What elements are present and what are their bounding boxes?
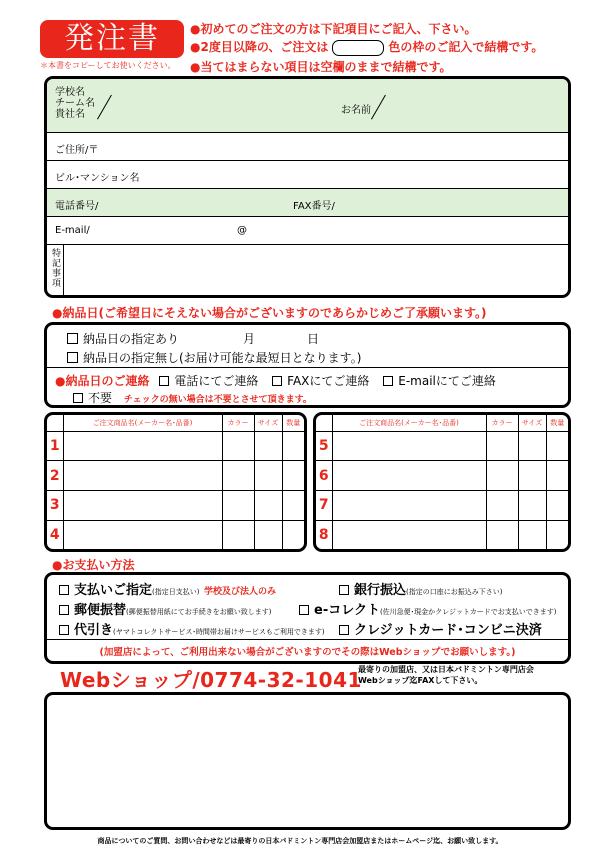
payment-ecollect-checkbox[interactable]	[299, 605, 309, 615]
payment-divider	[47, 639, 568, 640]
webshop-phone: Webショップ/0774-32-1041	[60, 668, 362, 692]
contact-phone-option[interactable]: 電話にてご連絡	[159, 374, 258, 388]
color-header: カラー	[486, 415, 518, 431]
instruction-3: ●当てはまらない項目は空欄のままで結構です。	[190, 60, 452, 74]
slash-divider	[97, 95, 112, 120]
table-row[interactable]: 4	[47, 520, 304, 549]
delivery-specified-option[interactable]: 納品日の指定あり 月 日	[67, 330, 179, 347]
contact-phone-checkbox[interactable]	[159, 376, 169, 386]
remarks-divider	[63, 245, 64, 295]
size-header: サイズ	[254, 415, 282, 431]
table-row[interactable]: 7	[316, 490, 568, 520]
delivery-unspecified-option[interactable]: 納品日の指定無し(お届け可能な最短日となります。)	[67, 349, 361, 366]
address-row[interactable]: ご住所/〒	[47, 133, 568, 161]
payment-designated-checkbox[interactable]	[59, 585, 69, 595]
table-row[interactable]: 1	[47, 431, 304, 461]
table-row[interactable]: 8	[316, 520, 568, 549]
webshop-note: 最寄りの加盟店、又は日本バドミントン専門店会 Webショップ迄FAXして下さい。	[358, 665, 534, 685]
payment-designated-option[interactable]: 支払いご指定(指定日支払い) 学校及び法人のみ	[59, 579, 276, 598]
payment-bank-option[interactable]: 銀行振込(指定の口座にお振込み下さい)	[339, 579, 502, 598]
day-label: 日	[307, 332, 320, 346]
customer-info-box	[44, 76, 571, 298]
payment-bank-checkbox[interactable]	[339, 585, 349, 595]
school-name-label: 学校名 チーム名 貴社名	[55, 87, 95, 120]
payment-box	[44, 572, 571, 664]
instruction-1: ●初めてのご注文の方は下記項目にご記入、下さい。	[190, 22, 477, 36]
table-row[interactable]: 6	[316, 461, 568, 491]
delivery-divider	[47, 367, 568, 368]
payment-postal-option[interactable]: 郵便振替(郵便振替用紙にてお手続きをお願い致します)	[59, 599, 271, 618]
payment-notice: (加盟店によって、ご利用出来ない場合がございますのでその際はWebショップでお願いします。)	[99, 647, 516, 658]
payment-cod-option[interactable]: 代引き(ヤマトコレクトサービス･時間帯お届けサービスもご利用できます)	[59, 619, 325, 638]
frame-sample-pill	[332, 40, 384, 56]
month-label: 月	[243, 332, 256, 346]
size-header: サイズ	[518, 415, 546, 431]
product-table-right	[313, 412, 571, 552]
building-row[interactable]: ビル･マンション名	[47, 161, 568, 189]
payment-card-checkbox[interactable]	[339, 625, 349, 635]
contact-email-option[interactable]: E-mailにてご連絡	[383, 374, 496, 388]
delivery-specified-checkbox[interactable]	[67, 333, 78, 344]
school-name-row[interactable]	[47, 79, 568, 133]
payment-postal-checkbox[interactable]	[59, 605, 69, 615]
bullet-icon: ●	[190, 22, 201, 36]
contact-note: チェックの無い場合は不要とさせて頂きます。	[123, 395, 312, 405]
delivery-box	[44, 322, 571, 408]
bullet-icon: ●	[52, 306, 63, 320]
delivery-unspecified-checkbox[interactable]	[67, 352, 78, 363]
remarks-label: 特記事項	[52, 249, 62, 289]
contact-none-checkbox[interactable]	[73, 393, 83, 403]
page-title: 発注書	[40, 20, 184, 58]
email-row[interactable]: E-mail/ @	[47, 217, 568, 245]
qty-header: 数量	[282, 415, 304, 431]
qty-header: 数量	[546, 415, 568, 431]
item-header: ご注文商品名(メーカー名･品番)	[63, 415, 222, 431]
copy-note: ＊本書をコピーしてお使いください。	[40, 61, 176, 70]
footer-note: 商品についてのご質問、お問い合わせなどは最寄りの日本バドミントン専門店会加盟店またはホームページ迄、お願い致します。	[97, 837, 503, 845]
delivery-contact-row: ●納品日のご連絡 電話にてご連絡 FAXにてご連絡 E-mailにてご連絡	[55, 374, 496, 388]
payment-heading: ●お支払い方法	[52, 558, 135, 572]
product-table-left	[44, 412, 307, 552]
contact-fax-checkbox[interactable]	[272, 376, 282, 386]
bullet-icon: ●	[190, 40, 201, 54]
table-row[interactable]: 3	[47, 490, 304, 520]
phone-fax-row[interactable]: 電話番号/ FAX番号/	[47, 189, 568, 217]
instruction-2: ●2度目以降の、ご注文は 色の枠のご記入で結構です。	[190, 40, 544, 54]
color-header: カラー	[222, 415, 254, 431]
payment-cod-checkbox[interactable]	[59, 625, 69, 635]
item-header: ご注文商品名(メーカー名･品番)	[332, 415, 486, 431]
delivery-heading: ●納品日(ご希望日にそえない場合がございますのであらかじめご了承願います。)	[52, 306, 487, 320]
contact-fax-option[interactable]: FAXにてご連絡	[272, 374, 369, 388]
name-label: お名前	[341, 105, 371, 116]
table-row[interactable]: 5	[316, 431, 568, 461]
slash-divider	[371, 95, 386, 120]
table-row[interactable]: 2	[47, 461, 304, 491]
memo-box[interactable]	[44, 692, 571, 830]
bullet-icon: ●	[52, 558, 63, 572]
bullet-icon: ●	[55, 374, 66, 388]
payment-ecollect-option[interactable]: e-コレクト(佐川急便･現金かクレジットカードでお支払いできます)	[299, 599, 557, 618]
remarks-row[interactable]	[47, 245, 568, 295]
bullet-icon: ●	[190, 60, 201, 74]
contact-email-checkbox[interactable]	[383, 376, 393, 386]
payment-card-option[interactable]: クレジットカード･コンビニ決済	[339, 619, 542, 638]
contact-none-option[interactable]: 不要 チェックの無い場合は不要とさせて頂きます。	[73, 389, 312, 406]
